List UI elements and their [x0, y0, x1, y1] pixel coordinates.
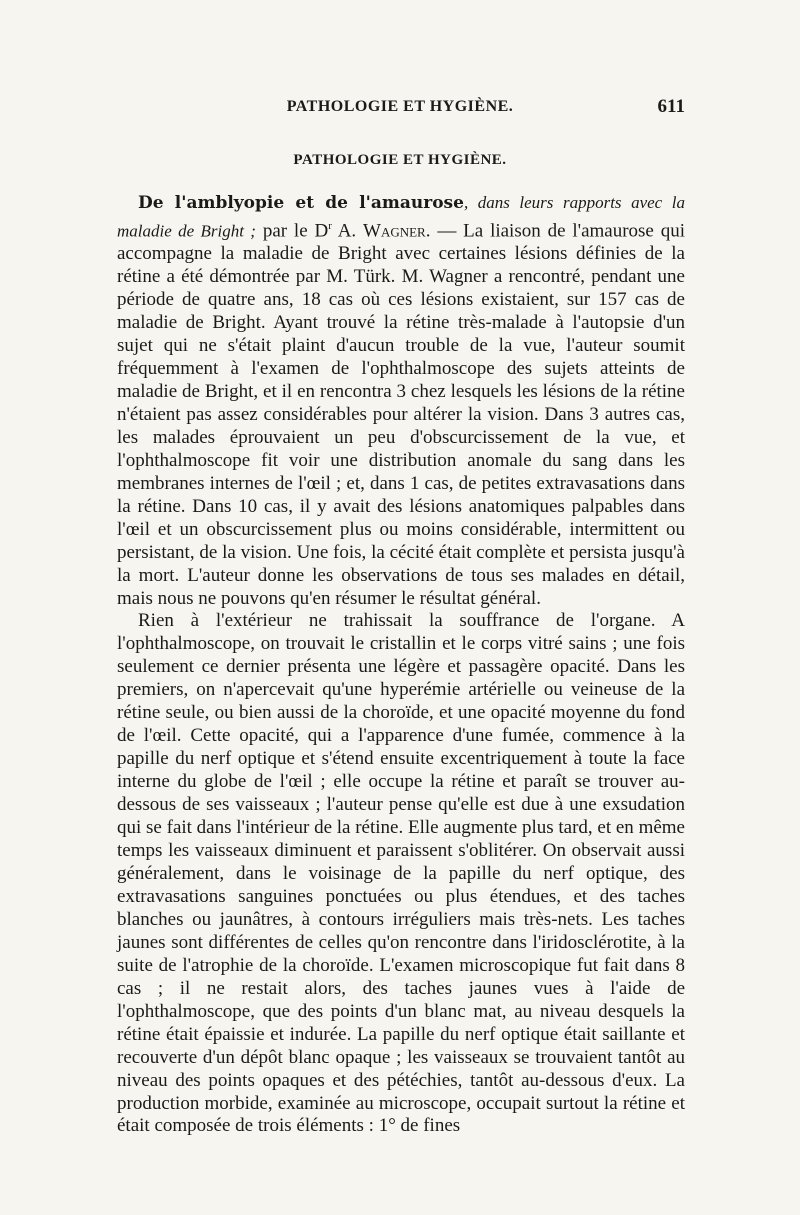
author-name: Wagner: [363, 220, 426, 242]
section-heading: PATHOLOGIE ET HYGIÈNE.: [293, 152, 507, 168]
paragraph-1-text: . — La liaison de l'amaurose qui accompagne la maladie de Bright avec certaines lésions définies de la rétine a été démontrée par M. Türk. M. Wagner a rencontré, pendant une période de quatre ans, 18 cas où ces lésions existaient, sur 157 cas de maladie de Bright. Ayant trouvé la rétine très-malade à l'autopsie d'un sujet qui ne s'était plaint d'aucun trouble de la vue, l'auteur soumit fréquemment à l'examen de l'ophthalmoscope des sujets atteints de maladie de Bright, et il en rencontra 3 chez lesquels les lésions de la rétine n'étaient pas assez considérables pour altérer la vision. Dans 3 autres cas, les malades éprouvaient un peu d'obscurcissement de la vue, et l'ophthalmoscope fit voir une distribution anomale du sang dans les membranes internes de l'œil ; et, dans 1 cas, de petites extravasations dans la rétine. Dans 10 cas, il y avait des lésions anatomiques palpables dans l'œil et un obscurcissement plus ou moins considérable, intermittent ou persistant, de la vision. Une fois, la cécité était complète et persista jusqu'à la mort. L'auteur donne les observations de tous ses malades en détail, mais nous ne pouvons qu'en résumer le résultat général.: [117, 220, 685, 609]
author-initial: A.: [331, 220, 364, 242]
paragraph-1: [117, 192, 685, 610]
page-number: 611: [657, 96, 685, 117]
author-prefix: par le D: [255, 220, 329, 242]
article-subtitle: , dans leurs rapports avec la maladie de Bright ;: [117, 193, 686, 241]
article-title: De l'amblyopie et de l'amaurose: [138, 193, 464, 213]
article-body: [117, 192, 685, 1138]
running-head-title: PATHOLOGIE ET HYGIÈNE.: [286, 98, 514, 115]
running-head: [115, 98, 685, 128]
paragraph-2: Rien à l'extérieur ne trahissait la souffrance de l'organe. A l'ophthalmoscope, on trouvait le cristallin et le corps vitré sains ; une fois seulement ce dernier présenta une légère et passagère opacité. Dans les premiers, on n'apercevait qu'une hyperémie artérielle ou veineuse de la rétine seule, ou bien aussi de la choroïde, et une opacité moyenne du fond de l'œil. Cette opacité, qui a l'apparence d'une fumée, commence à la papille du nerf optique et s'étend ensuite excentriquement à toute la face interne du globe de l'œil ; elle occupe la rétine et paraît se trouver au-dessous de ses vaisseaux ; l'auteur pense qu'elle est due à une exsudation qui se fait dans l'intérieur de la rétine. Elle augmente plus tard, et en même temps les vaisseaux diminuent et paraissent s'oblitérer. On observait aussi généralement, dans le voisinage de la papille du nerf optique, des extravasations sanguines ponctuées ou plus étendues, et des taches blanches ou jaunâtres, à contours irréguliers mais très-nets. Les taches jaunes sont différentes de celles qu'on rencontre dans l'iridosclérotite, à la suite de l'atrophie de la choroïde. L'examen microscopique fut fait dans 8 cas ; il ne restait alors, des taches jaunes vues à l'aide de l'ophthalmoscope, que des points d'un blanc mat, au niveau desquels la rétine était épaissie et indurée. La papille du nerf optique était saillante et recouverte d'un dépôt blanc opaque ; les vaisseaux se trouvaient tantôt au niveau des points opaques et des pétéchies, tantôt au-dessous d'eux. La production morbide, examinée au microscope, occupait surtout la rétine et était composée de trois éléments : 1° de fines: [117, 610, 685, 1137]
author-title-sup: r: [328, 219, 332, 232]
